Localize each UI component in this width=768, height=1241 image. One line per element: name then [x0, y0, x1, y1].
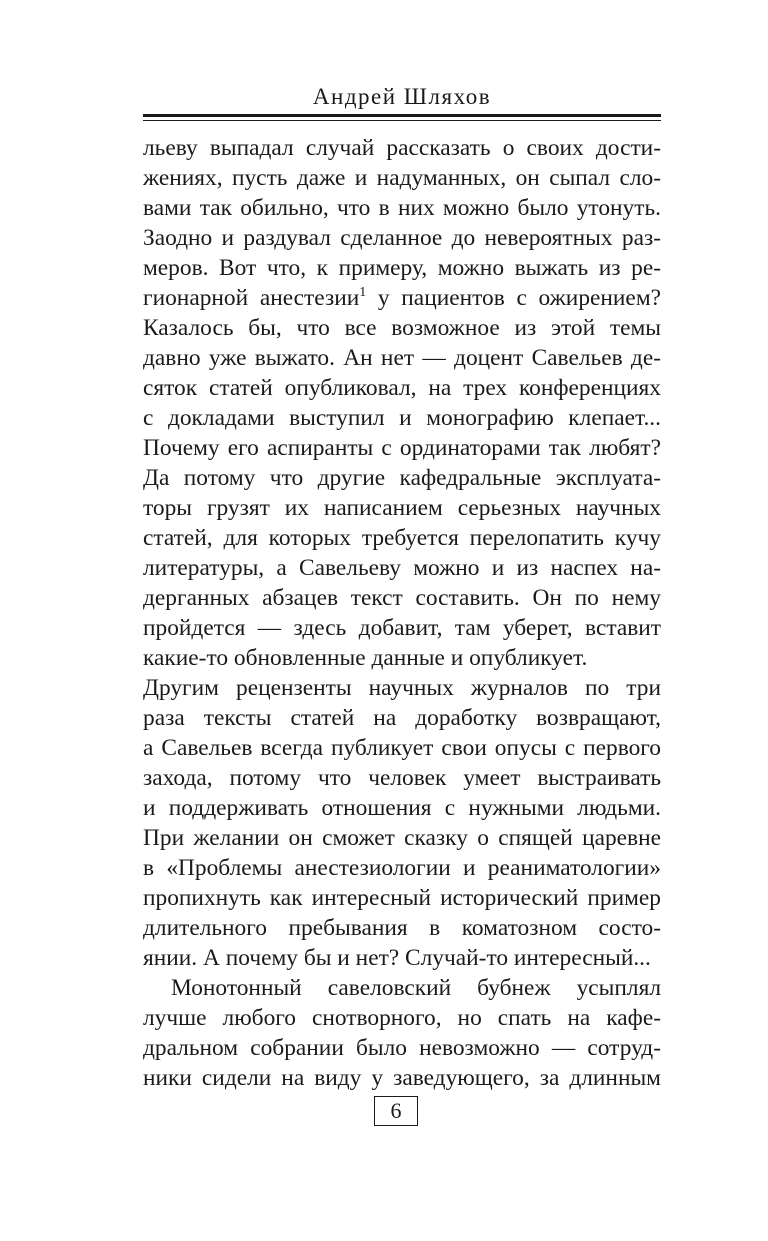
page-number: 6	[374, 1096, 418, 1126]
text-segment: гионарной анестезии	[143, 285, 360, 311]
text-line: какие-то обновленные данные и опубликует.	[143, 645, 588, 671]
text-line: а Савельев всегда публикует свои опусы с первого	[143, 735, 661, 761]
text-line: торы грузят их написанием серьезных научных	[143, 495, 661, 521]
text-line-with-footnote	[143, 283, 661, 313]
text-line: Казалось бы, что все возможное из этой темы	[143, 315, 661, 341]
text-line: в «Проблемы анестезиологии и реаниматологии»	[143, 855, 661, 881]
text-line: захода, потому что человек умеет выстраивать	[143, 765, 661, 791]
text-line: Да потому что другие кафедральные эксплуата-	[143, 465, 661, 491]
text-line: янии. А почему бы и нет? Случай-то интересный...	[143, 945, 651, 971]
text-line: сяток статей опубликовал, на трех конференциях	[143, 375, 661, 401]
text-line: пройдется — здесь добавит, там уберет, вставит	[143, 615, 661, 641]
text-line: длительного пребывания в коматозном состо-	[143, 915, 661, 941]
footnote-reference[interactable]: 1	[359, 285, 367, 300]
text-line: с докладами выступил и монографию клепает...	[143, 405, 661, 431]
text-line: Заодно и раздувал сделанное до невероятных раз-	[143, 225, 661, 251]
text-line: литературы, а Савельеву можно и из наспех на-	[143, 555, 661, 581]
header-rule-thin	[143, 120, 661, 121]
text-line: Почему его аспиранты с ординаторами так любят?	[143, 435, 661, 461]
text-line: дерганных абзацев текст составить. Он по нему	[143, 585, 661, 611]
text-line: статей, для которых требуется перелопатить кучу	[143, 525, 661, 551]
text-line: раза тексты статей на доработку возвращают,	[143, 705, 661, 731]
text-line: пропихнуть как интересный исторический пример	[143, 885, 661, 911]
header-rule-thick	[143, 114, 661, 117]
text-line: дральном собрании было невозможно — сотруд-	[143, 1035, 661, 1061]
running-head-author: Андрей Шляхов	[312, 84, 492, 109]
paragraph-first-line: Монотонный савеловский бубнеж усыплял	[171, 975, 661, 1001]
text-line: жениях, пусть даже и надуманных, он сыпал сло-	[143, 165, 661, 191]
text-line: меров. Вот что, к примеру, можно выжать из ре-	[143, 255, 661, 281]
body-text	[143, 133, 661, 1093]
text-line: При желании он сможет сказку о спящей царевне	[143, 825, 661, 851]
text-line: давно уже выжато. Ан нет — доцент Савельев де-	[143, 345, 661, 371]
text-segment: у пациентов с ожирением?	[366, 285, 661, 311]
text-line: льеву выпадал случай рассказать о своих дости-	[143, 135, 661, 161]
text-line: и поддерживать отношения с нужными людьми.	[143, 795, 661, 821]
text-line: вами так обильно, что в них можно было утонуть.	[143, 195, 661, 221]
text-line: лучше любого снотворного, но спать на кафе-	[143, 1005, 661, 1031]
text-line: ники сидели на виду у заведующего, за длинным	[143, 1065, 661, 1091]
text-line: Другим рецензенты научных журналов по три	[143, 675, 661, 701]
